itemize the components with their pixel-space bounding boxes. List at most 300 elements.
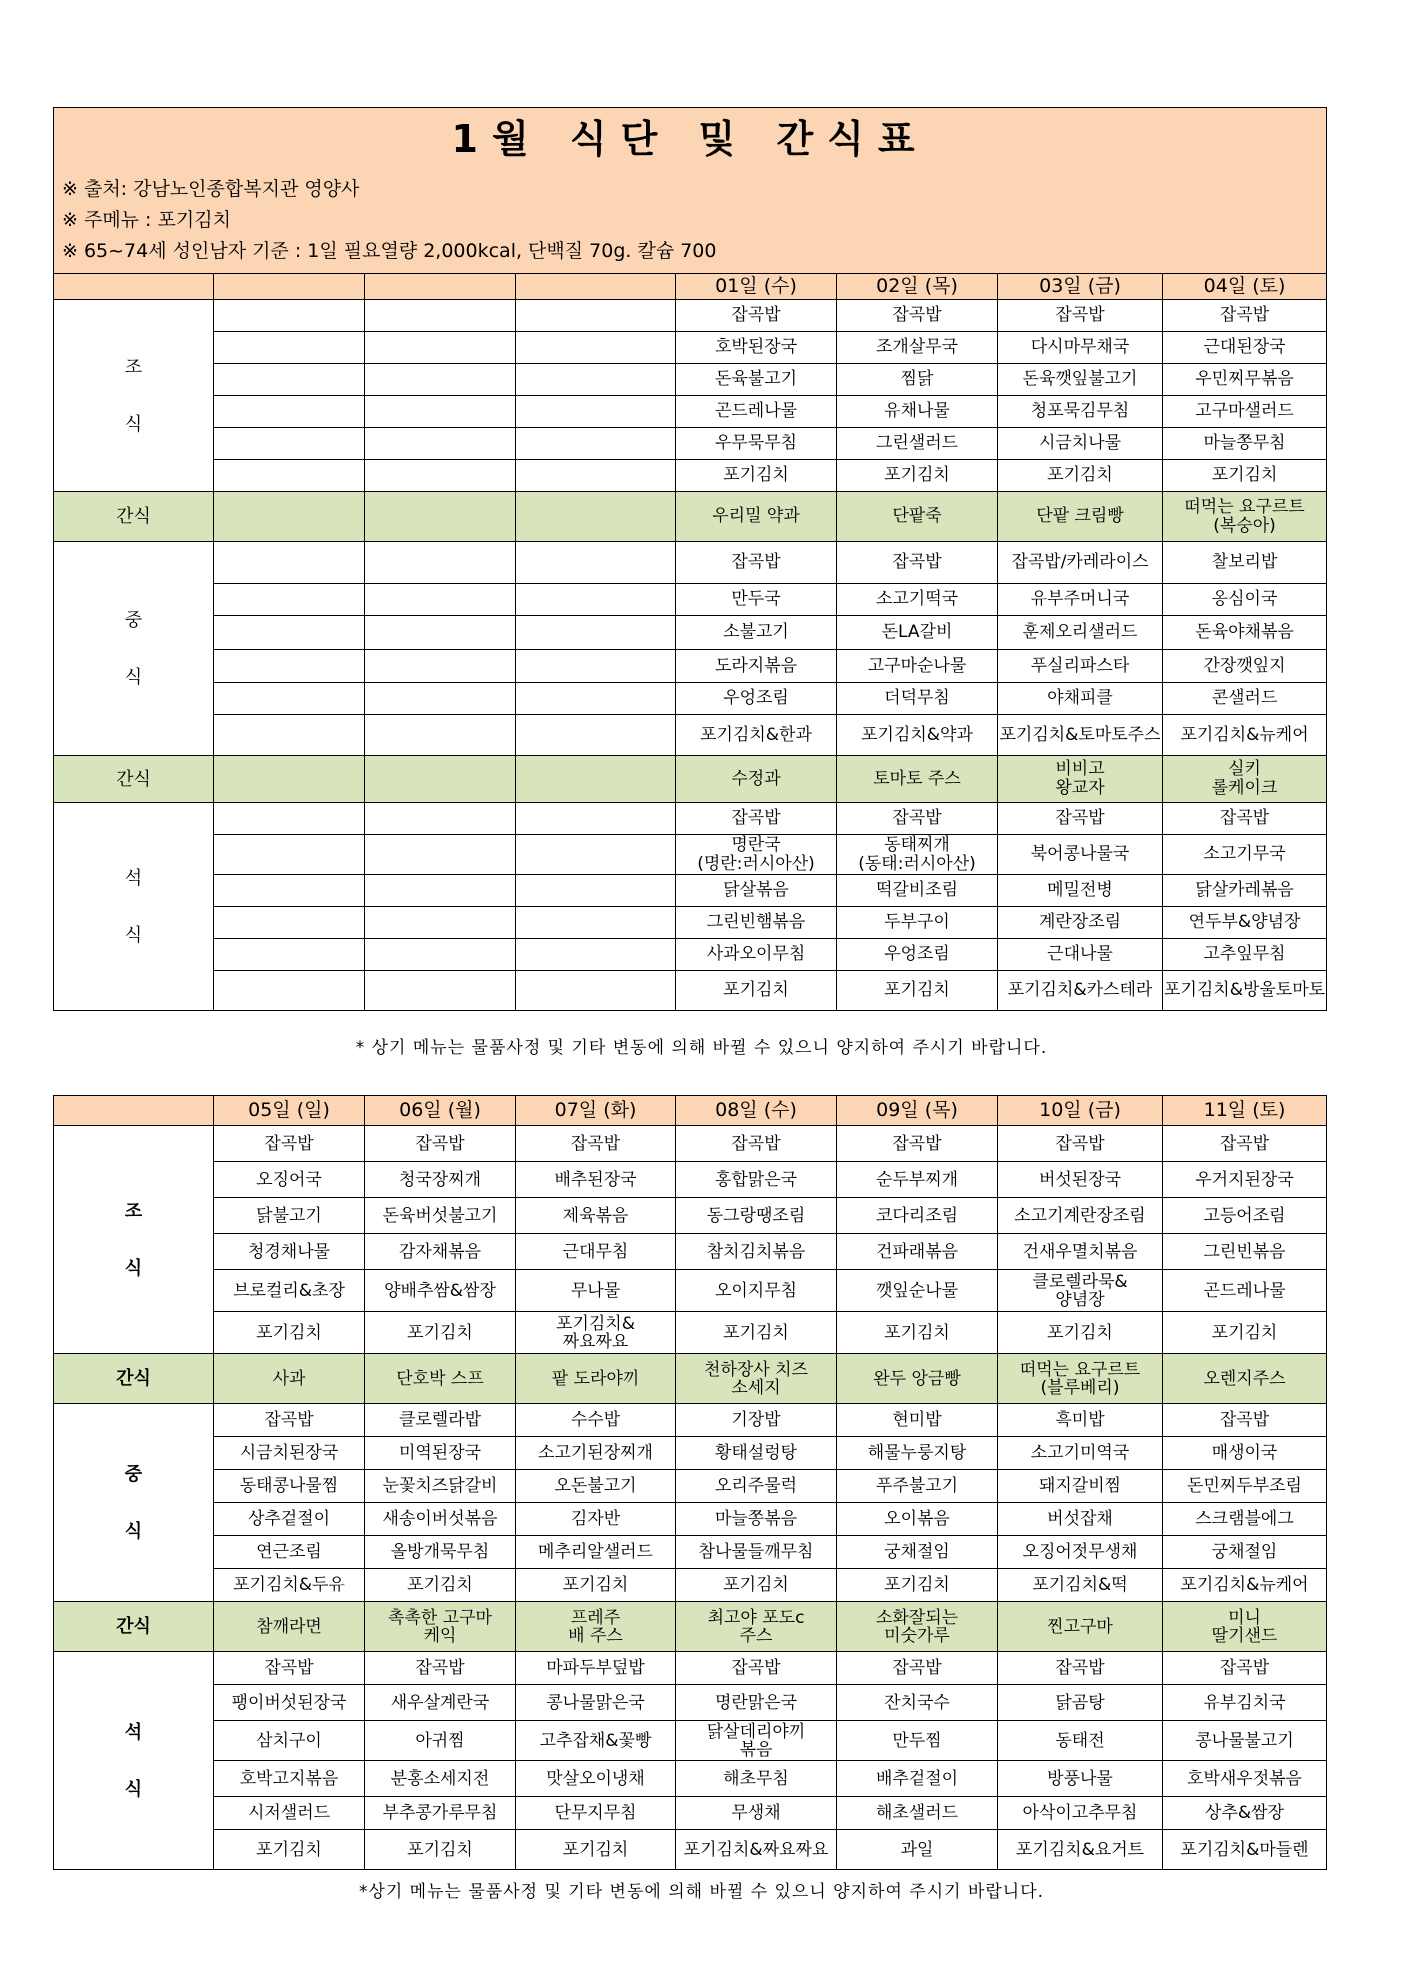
snack-cell: 촉촉한 고구마 케익 xyxy=(365,1602,516,1652)
menu-cell: 고추잎무침 xyxy=(1163,939,1327,971)
menu-cell: 눈꽃치즈닭갈비 xyxy=(365,1470,516,1503)
menu-cell: 매생이국 xyxy=(1163,1437,1327,1470)
menu-cell: 잡곡밥 xyxy=(1163,1126,1327,1162)
menu-cell: 그린빈햄볶음 xyxy=(676,907,837,939)
menu-cell: 포기김치 xyxy=(365,1312,516,1354)
menu-cell: 호박새우젓볶음 xyxy=(1163,1761,1327,1797)
empty-cell xyxy=(516,396,676,428)
menu-cell: 오돈불고기 xyxy=(516,1470,676,1503)
menu-cell: 분홍소세지전 xyxy=(365,1761,516,1797)
menu-cell: 조개살무국 xyxy=(837,332,998,364)
menu-cell: 우민찌무볶음 xyxy=(1163,364,1327,396)
empty-cell xyxy=(214,650,365,683)
menu-cell: 포기김치 xyxy=(837,1569,998,1602)
menu-cell: 궁채절임 xyxy=(1163,1536,1327,1569)
info-main-menu: ※ 주메뉴 : 포기김치 xyxy=(62,209,231,231)
dinner-label-char: 식 xyxy=(124,924,143,946)
menu-cell: 오이지무침 xyxy=(676,1270,837,1312)
empty-cell xyxy=(365,939,516,971)
empty-cell xyxy=(214,803,365,835)
menu-cell: 홍합맑은국 xyxy=(676,1162,837,1198)
menu-cell: 현미밥 xyxy=(837,1404,998,1437)
menu-cell: 그린빈볶음 xyxy=(1163,1234,1327,1270)
menu-cell: 청포묵김무침 xyxy=(998,396,1163,428)
menu-cell: 명란맑은국 xyxy=(676,1685,837,1721)
empty-cell xyxy=(365,616,516,650)
info-nutrition: ※ 65~74세 성인남자 기준 : 1일 필요열량 2,000kcal, 단백질 70g. 칼슘 700 xyxy=(62,240,717,262)
menu-cell: 포기김치&요거트 xyxy=(998,1830,1163,1870)
menu-cell: 오이볶음 xyxy=(837,1503,998,1536)
empty-cell xyxy=(214,907,365,939)
menu-cell: 근대무침 xyxy=(516,1234,676,1270)
snack-label-2: 간식 xyxy=(54,1354,214,1404)
menu-cell: 포기김치 xyxy=(516,1830,676,1870)
day-header: 07일 (화) xyxy=(516,1096,676,1126)
menu-cell: 궁채절임 xyxy=(837,1536,998,1569)
snack-cell: 미니 딸기샌드 xyxy=(1163,1602,1327,1652)
menu-cell: 계란장조림 xyxy=(998,907,1163,939)
menu-cell: 아삭이고추무침 xyxy=(998,1797,1163,1830)
empty-cell xyxy=(365,460,516,492)
dinner-label-2-char: 석 xyxy=(124,1721,143,1743)
breakfast-label-char: 조 xyxy=(124,356,143,378)
menu-cell: 포기김치 xyxy=(1163,1312,1327,1354)
menu-cell: 포기김치&짜요짜요 xyxy=(676,1830,837,1870)
menu-cell: 잡곡밥 xyxy=(1163,803,1327,835)
menu-cell: 참나물들깨무침 xyxy=(676,1536,837,1569)
menu-cell: 잡곡밥 xyxy=(676,542,837,584)
snack-cell: 소화잘되는 미숫가루 xyxy=(837,1602,998,1652)
menu-cell: 포기김치&한과 xyxy=(676,715,837,756)
lunch-label-2-char: 식 xyxy=(124,1520,143,1542)
menu-cell: 소고기떡국 xyxy=(837,584,998,616)
menu-cell: 잡곡밥 xyxy=(676,803,837,835)
menu-cell: 포기김치 xyxy=(837,1312,998,1354)
empty-cell xyxy=(365,683,516,715)
snack-cell: 단팥 크림빵 xyxy=(998,492,1163,542)
menu-cell: 버섯된장국 xyxy=(998,1162,1163,1198)
menu-cell: 콩나물맑은국 xyxy=(516,1685,676,1721)
menu-cell: 해초샐러드 xyxy=(837,1797,998,1830)
blank-header-cell xyxy=(516,274,676,300)
menu-cell: 잡곡밥 xyxy=(516,1126,676,1162)
menu-cell: 양배추쌈&쌈장 xyxy=(365,1270,516,1312)
menu-cell: 돈육야채볶음 xyxy=(1163,616,1327,650)
empty-cell xyxy=(214,300,365,332)
menu-cell: 제육볶음 xyxy=(516,1198,676,1234)
empty-cell xyxy=(214,715,365,756)
menu-cell: 소불고기 xyxy=(676,616,837,650)
empty-cell xyxy=(365,803,516,835)
menu-cell: 단무지무침 xyxy=(516,1797,676,1830)
breakfast-label-2 xyxy=(54,1126,214,1354)
menu-cell: 건파래볶음 xyxy=(837,1234,998,1270)
dinner-label xyxy=(54,803,214,1011)
menu-cell: 스크램블에그 xyxy=(1163,1503,1327,1536)
empty-cell xyxy=(516,835,676,875)
menu-cell: 클로렐라묵& 양념장 xyxy=(998,1270,1163,1312)
menu-cell: 마늘쫑무침 xyxy=(1163,428,1327,460)
menu-cell: 푸주불고기 xyxy=(837,1470,998,1503)
menu-cell: 맛살오이냉채 xyxy=(516,1761,676,1797)
menu-cell: 찰보리밥 xyxy=(1163,542,1327,584)
menu-cell: 잡곡밥 xyxy=(1163,300,1327,332)
menu-cell: 건새우멸치볶음 xyxy=(998,1234,1163,1270)
menu-cell: 포기김치 xyxy=(214,1312,365,1354)
snack-cell: 단호박 스프 xyxy=(365,1354,516,1404)
empty-cell xyxy=(365,300,516,332)
menu-cell: 잡곡밥 xyxy=(676,1126,837,1162)
menu-cell: 옹심이국 xyxy=(1163,584,1327,616)
snack-cell: 수정과 xyxy=(676,756,837,803)
menu-cell: 포기김치&약과 xyxy=(837,715,998,756)
menu-cell: 동태전 xyxy=(998,1721,1163,1761)
empty-cell xyxy=(516,939,676,971)
empty-cell xyxy=(516,332,676,364)
menu-cell: 푸실리파스타 xyxy=(998,650,1163,683)
day-header: 11일 (토) xyxy=(1163,1096,1327,1126)
menu-cell: 명란국 (명란:러시아산) xyxy=(676,835,837,875)
empty-cell xyxy=(214,460,365,492)
empty-cell xyxy=(365,650,516,683)
empty-cell xyxy=(365,584,516,616)
snack-cell: 떠먹는 요구르트 (복숭아) xyxy=(1163,492,1327,542)
day-header: 08일 (수) xyxy=(676,1096,837,1126)
menu-cell: 소고기계란장조림 xyxy=(998,1198,1163,1234)
menu-cell: 잡곡밥 xyxy=(998,1652,1163,1685)
menu-cell: 삼치구이 xyxy=(214,1721,365,1761)
menu-cell: 돈육버섯불고기 xyxy=(365,1198,516,1234)
snack-cell: 최고야 포도c 주스 xyxy=(676,1602,837,1652)
menu-cell: 돈민찌두부조림 xyxy=(1163,1470,1327,1503)
breakfast-label xyxy=(54,300,214,492)
empty-cell xyxy=(516,756,676,803)
empty-cell xyxy=(516,715,676,756)
menu-cell: 포기김치 xyxy=(365,1830,516,1870)
menu-cell: 잡곡밥 xyxy=(998,300,1163,332)
empty-cell xyxy=(214,492,365,542)
breakfast-label-2-char: 식 xyxy=(124,1257,143,1279)
menu-cell: 수수밥 xyxy=(516,1404,676,1437)
menu-cell: 무나물 xyxy=(516,1270,676,1312)
menu-cell: 닭살볶음 xyxy=(676,875,837,907)
menu-cell: 올방개묵무침 xyxy=(365,1536,516,1569)
menu-cell: 동태찌개 (동태:러시아산) xyxy=(837,835,998,875)
empty-cell xyxy=(214,756,365,803)
menu-cell: 김자반 xyxy=(516,1503,676,1536)
day-header: 04일 (토) xyxy=(1163,274,1327,300)
menu-cell: 북어콩나물국 xyxy=(998,835,1163,875)
menu-cell: 두부구이 xyxy=(837,907,998,939)
blank-header-cell xyxy=(54,1096,214,1126)
menu-cell: 연두부&양념장 xyxy=(1163,907,1327,939)
menu-cell: 방풍나물 xyxy=(998,1761,1163,1797)
day-header: 02일 (목) xyxy=(837,274,998,300)
menu-cell: 포기김치 xyxy=(214,1830,365,1870)
menu-cell: 떡갈비조림 xyxy=(837,875,998,907)
snack-cell: 우리밀 약과 xyxy=(676,492,837,542)
menu-cell: 돈육깻잎불고기 xyxy=(998,364,1163,396)
menu-cell: 포기김치 xyxy=(998,1312,1163,1354)
menu-cell: 곤드레나물 xyxy=(676,396,837,428)
info-source: ※ 출처: 강남노인종합복지관 영양사 xyxy=(62,178,360,200)
menu-cell: 마늘쫑볶음 xyxy=(676,1503,837,1536)
menu-cell: 닭살데리야끼 볶음 xyxy=(676,1721,837,1761)
menu-cell: 연근조림 xyxy=(214,1536,365,1569)
menu-cell: 기장밥 xyxy=(676,1404,837,1437)
menu-cell: 잡곡밥 xyxy=(837,542,998,584)
menu-cell: 포기김치&토마토주스 xyxy=(998,715,1163,756)
empty-cell xyxy=(516,803,676,835)
menu-cell: 상추&쌈장 xyxy=(1163,1797,1327,1830)
menu-cell: 오리주물럭 xyxy=(676,1470,837,1503)
menu-cell: 상추겉절이 xyxy=(214,1503,365,1536)
menu-cell: 흑미밥 xyxy=(998,1404,1163,1437)
menu-cell: 배추된장국 xyxy=(516,1162,676,1198)
lunch-label xyxy=(54,542,214,756)
menu-cell: 유부주머니국 xyxy=(998,584,1163,616)
menu-cell: 근대나물 xyxy=(998,939,1163,971)
menu-cell: 돼지갈비찜 xyxy=(998,1470,1163,1503)
snack-label: 간식 xyxy=(54,492,214,542)
menu-cell: 새우살계란국 xyxy=(365,1685,516,1721)
menu-cell: 포기김치 xyxy=(676,460,837,492)
menu-cell: 포기김치&방울토마토 xyxy=(1163,971,1327,1011)
menu-cell: 호박고지볶음 xyxy=(214,1761,365,1797)
day-header: 06일 (월) xyxy=(365,1096,516,1126)
snack-label: 간식 xyxy=(54,756,214,803)
menu-cell: 포기김치&뉴케어 xyxy=(1163,715,1327,756)
breakfast-label-char: 식 xyxy=(124,413,143,435)
menu-cell: 포기김치 xyxy=(365,1569,516,1602)
week1-menu-table xyxy=(53,107,1327,1011)
menu-cell: 참치김치볶음 xyxy=(676,1234,837,1270)
menu-cell: 동그랑땡조림 xyxy=(676,1198,837,1234)
menu-cell: 잡곡밥 xyxy=(676,1652,837,1685)
menu-cell: 닭곰탕 xyxy=(998,1685,1163,1721)
menu-cell: 미역된장국 xyxy=(365,1437,516,1470)
empty-cell xyxy=(214,971,365,1011)
empty-cell xyxy=(516,650,676,683)
snack-cell: 찐고구마 xyxy=(998,1602,1163,1652)
empty-cell xyxy=(516,492,676,542)
menu-cell: 포기김치 xyxy=(837,971,998,1011)
page-title: 1월 식단 및 간식표 xyxy=(451,117,929,161)
empty-cell xyxy=(516,907,676,939)
empty-cell xyxy=(214,584,365,616)
snack-cell: 단팥죽 xyxy=(837,492,998,542)
day-header: 01일 (수) xyxy=(676,274,837,300)
menu-cell: 소고기된장찌개 xyxy=(516,1437,676,1470)
menu-cell: 과일 xyxy=(837,1830,998,1870)
snack-cell: 사과 xyxy=(214,1354,365,1404)
empty-cell xyxy=(365,542,516,584)
blank-header-cell xyxy=(214,274,365,300)
empty-cell xyxy=(365,875,516,907)
menu-cell: 팽이버섯된장국 xyxy=(214,1685,365,1721)
menu-cell: 부추콩가루무침 xyxy=(365,1797,516,1830)
snack-cell: 오렌지주스 xyxy=(1163,1354,1327,1404)
snack-cell: 천하장사 치즈 소세지 xyxy=(676,1354,837,1404)
lunch-label-2 xyxy=(54,1404,214,1602)
menu-cell: 감자채볶음 xyxy=(365,1234,516,1270)
menu-cell: 곤드레나물 xyxy=(1163,1270,1327,1312)
menu-cell: 메추리알샐러드 xyxy=(516,1536,676,1569)
menu-cell: 잡곡밥 xyxy=(837,1652,998,1685)
menu-cell: 브로컬리&초장 xyxy=(214,1270,365,1312)
menu-cell: 고구마샐러드 xyxy=(1163,396,1327,428)
menu-cell: 포기김치& 짜요짜요 xyxy=(516,1312,676,1354)
snack-cell: 비비고 왕교자 xyxy=(998,756,1163,803)
menu-cell: 포기김치 xyxy=(676,1569,837,1602)
empty-cell xyxy=(214,332,365,364)
menu-cell: 잡곡밥 xyxy=(214,1652,365,1685)
empty-cell xyxy=(516,971,676,1011)
empty-cell xyxy=(365,364,516,396)
empty-cell xyxy=(365,971,516,1011)
menu-cell: 포기김치 xyxy=(676,971,837,1011)
empty-cell xyxy=(214,616,365,650)
snack-cell: 떠먹는 요구르트 (블루베리) xyxy=(998,1354,1163,1404)
menu-cell: 마파두부덮밥 xyxy=(516,1652,676,1685)
empty-cell xyxy=(214,428,365,460)
empty-cell xyxy=(365,396,516,428)
menu-cell: 고등어조림 xyxy=(1163,1198,1327,1234)
menu-cell: 새송이버섯볶음 xyxy=(365,1503,516,1536)
empty-cell xyxy=(516,616,676,650)
day-header: 05일 (일) xyxy=(214,1096,365,1126)
empty-cell xyxy=(516,460,676,492)
dinner-label-2 xyxy=(54,1652,214,1870)
menu-cell: 야채피클 xyxy=(998,683,1163,715)
empty-cell xyxy=(365,715,516,756)
menu-cell: 해물누룽지탕 xyxy=(837,1437,998,1470)
menu-cell: 고추잡채&꽃빵 xyxy=(516,1721,676,1761)
menu-cell: 시금치나물 xyxy=(998,428,1163,460)
empty-cell xyxy=(214,396,365,428)
menu-cell: 오징어국 xyxy=(214,1162,365,1198)
menu-cell: 돈육불고기 xyxy=(676,364,837,396)
empty-cell xyxy=(516,875,676,907)
menu-cell: 동태콩나물찜 xyxy=(214,1470,365,1503)
empty-cell xyxy=(365,907,516,939)
menu-cell: 오징어젓무생채 xyxy=(998,1536,1163,1569)
menu-cell: 잡곡밥 xyxy=(365,1126,516,1162)
menu-cell: 잡곡밥 xyxy=(837,803,998,835)
disclaimer-note: * 상기 메뉴는 물품사정 및 기타 변동에 의해 바뀔 수 있으니 양지하여 주시기 바랍니다. xyxy=(355,1038,1048,1058)
dinner-label-char: 석 xyxy=(124,867,143,889)
menu-cell: 시저샐러드 xyxy=(214,1797,365,1830)
menu-cell: 근대된장국 xyxy=(1163,332,1327,364)
empty-cell xyxy=(516,364,676,396)
menu-cell: 잡곡밥 xyxy=(365,1652,516,1685)
menu-cell: 클로렐라밥 xyxy=(365,1404,516,1437)
snack-cell: 실키 롤케이크 xyxy=(1163,756,1327,803)
menu-cell: 무생채 xyxy=(676,1797,837,1830)
menu-cell: 유채나물 xyxy=(837,396,998,428)
menu-cell: 잡곡밥 xyxy=(676,300,837,332)
menu-cell: 잡곡밥 xyxy=(214,1126,365,1162)
menu-cell: 청경채나물 xyxy=(214,1234,365,1270)
snack-cell: 참깨라면 xyxy=(214,1602,365,1652)
blank-header-cell xyxy=(54,274,214,300)
menu-cell: 포기김치 xyxy=(998,460,1163,492)
menu-cell: 닭살카레볶음 xyxy=(1163,875,1327,907)
menu-cell: 포기김치&카스테라 xyxy=(998,971,1163,1011)
empty-cell xyxy=(365,332,516,364)
menu-cell: 포기김치&두유 xyxy=(214,1569,365,1602)
empty-cell xyxy=(516,584,676,616)
snack-label-2: 간식 xyxy=(54,1602,214,1652)
menu-cell: 소고기무국 xyxy=(1163,835,1327,875)
empty-cell xyxy=(516,300,676,332)
empty-cell xyxy=(214,683,365,715)
menu-cell: 사과오이무침 xyxy=(676,939,837,971)
menu-cell: 우거지된장국 xyxy=(1163,1162,1327,1198)
menu-cell: 포기김치&뉴케어 xyxy=(1163,1569,1327,1602)
empty-cell xyxy=(214,835,365,875)
menu-cell: 잡곡밥/카레라이스 xyxy=(998,542,1163,584)
menu-cell: 메밀전병 xyxy=(998,875,1163,907)
lunch-label-char: 식 xyxy=(124,666,143,688)
day-header: 09일 (목) xyxy=(837,1096,998,1126)
menu-cell: 우무묵무침 xyxy=(676,428,837,460)
menu-cell: 순두부찌개 xyxy=(837,1162,998,1198)
menu-cell: 유부김치국 xyxy=(1163,1685,1327,1721)
empty-cell xyxy=(214,542,365,584)
menu-cell: 잡곡밥 xyxy=(214,1404,365,1437)
menu-cell: 콩나물불고기 xyxy=(1163,1721,1327,1761)
menu-cell: 포기김치&마들렌 xyxy=(1163,1830,1327,1870)
day-header: 03일 (금) xyxy=(998,274,1163,300)
empty-cell xyxy=(214,875,365,907)
menu-cell: 포기김치&떡 xyxy=(998,1569,1163,1602)
menu-cell: 돈LA갈비 xyxy=(837,616,998,650)
menu-cell: 우엉조림 xyxy=(837,939,998,971)
menu-cell: 배추겉절이 xyxy=(837,1761,998,1797)
menu-cell: 잡곡밥 xyxy=(998,1126,1163,1162)
menu-cell: 호박된장국 xyxy=(676,332,837,364)
menu-cell: 잡곡밥 xyxy=(1163,1652,1327,1685)
menu-cell: 잡곡밥 xyxy=(837,1126,998,1162)
menu-cell: 만두국 xyxy=(676,584,837,616)
lunch-label-2-char: 중 xyxy=(124,1463,143,1485)
menu-cell: 더덕무침 xyxy=(837,683,998,715)
menu-cell: 포기김치 xyxy=(516,1569,676,1602)
breakfast-label-2-char: 조 xyxy=(124,1200,143,1222)
menu-cell: 아귀찜 xyxy=(365,1721,516,1761)
menu-cell: 시금치된장국 xyxy=(214,1437,365,1470)
empty-cell xyxy=(365,428,516,460)
menu-cell: 포기김치 xyxy=(837,460,998,492)
menu-cell: 포기김치 xyxy=(1163,460,1327,492)
menu-cell: 훈제오리샐러드 xyxy=(998,616,1163,650)
menu-cell: 그린샐러드 xyxy=(837,428,998,460)
dinner-label-2-char: 식 xyxy=(124,1778,143,1800)
menu-cell: 코다리조림 xyxy=(837,1198,998,1234)
snack-cell: 팥 도라야끼 xyxy=(516,1354,676,1404)
menu-cell: 잔치국수 xyxy=(837,1685,998,1721)
menu-cell: 잡곡밥 xyxy=(1163,1404,1327,1437)
menu-cell: 간장깻잎지 xyxy=(1163,650,1327,683)
menu-cell: 도라지볶음 xyxy=(676,650,837,683)
blank-header-cell xyxy=(365,274,516,300)
menu-cell: 청국장찌개 xyxy=(365,1162,516,1198)
snack-cell: 프레주 배 주스 xyxy=(516,1602,676,1652)
empty-cell xyxy=(365,492,516,542)
menu-cell: 깻잎순나물 xyxy=(837,1270,998,1312)
menu-cell: 잡곡밥 xyxy=(998,803,1163,835)
